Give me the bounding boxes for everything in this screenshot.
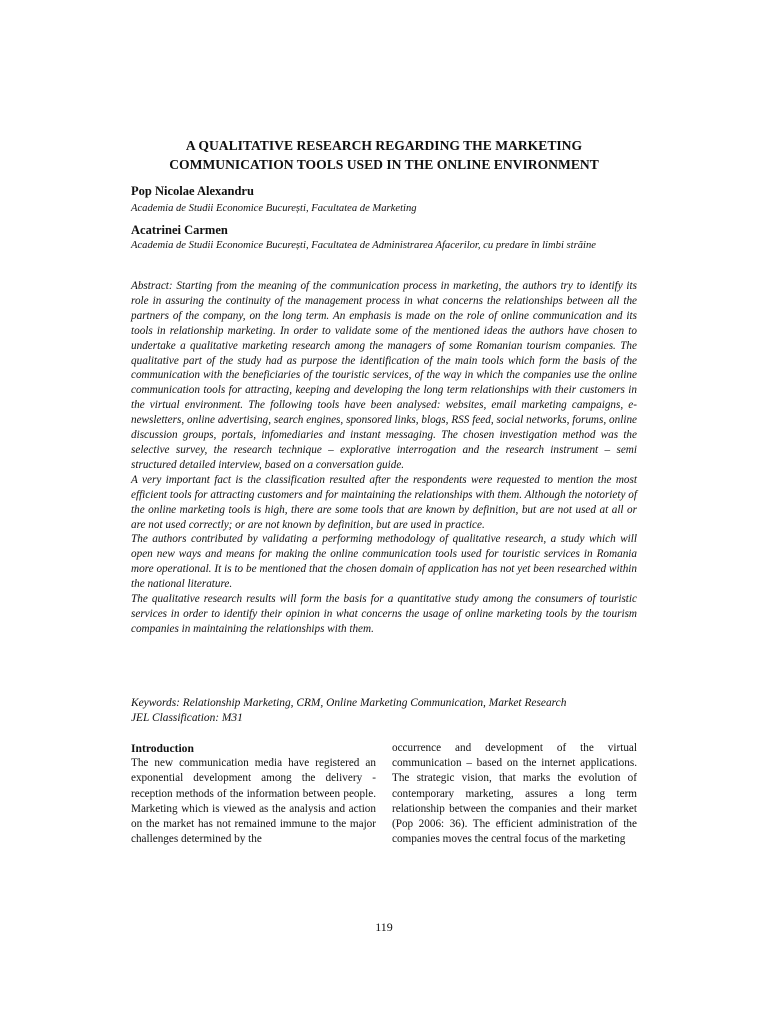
keywords: Keywords: Relationship Marketing, CRM, Online Marketing Communication, Market Research [131,697,567,709]
title-line-2: COMMUNICATION TOOLS USED IN THE ONLINE ENVIRONMENT [169,157,599,172]
abstract-paragraph-2: A very important fact is the classification resulted after the respondents were requested to mention the most efficient tools for attracting customers and for maintaining the relationships with them. Although the notoriety of the online marketing tools is high, there are some tools that are known by definition, but are not used at all or are not used correctly; or are not known by definition, but are used in practice. [131,473,637,531]
title-line-1: A QUALITATIVE RESEARCH REGARDING THE MARKETING [185,138,583,153]
paper-title [100,136,668,174]
keywords-block [131,696,637,725]
column-left [131,741,376,847]
abstract-paragraph-3: The authors contributed by validating a performing methodology of qualitative research, a study which will open new ways and means for making the online communication tools used for touristic services in Romania more operational. It is to be mentioned that the chosen domain of application has not yet been researched within the national literature. [131,533,637,591]
jel-classification: JEL Classification: M31 [131,711,243,724]
abstract [131,279,637,637]
author-affiliation-2: Academia de Studii Economice București, Facultatea de Administrarea Afacerilor, cu predare în limbi străine [131,240,596,251]
column-right [392,741,637,847]
page-number: 119 [375,920,393,934]
intro-text-left: The new communication media have registered an exponential development among the delivery - reception methods of the information between people. Marketing which is viewed as the analysis and action on the market has not remained immune to the major challenges determined by the [131,757,376,846]
author-name-2: Acatrinei Carmen [131,223,228,237]
intro-text-right: occurrence and development of the virtual communication – based on the internet applications. The strategic vision, that marks the evolution of contemporary marketing, assures a long term relationship between the companies and their market (Pop 2006: 36). The efficient administration of the companies moves the central focus of the marketing [392,742,637,846]
section-heading-introduction: Introduction [131,742,194,755]
abstract-paragraph-1: Abstract: Starting from the meaning of the communication process in marketing, the authors try to identify its role in assuring the continuity of the management process in what concerns the relationships between all the partners of the company, on the long term. An emphasis is made on the role of online communication and its tools in relationship marketing. In order to validate some of the mentioned ideas the authors have chosen to undertake a qualitative marketing research among the managers of some Romanian tourism companies. The qualitative part of the study had as purpose the identification of the main tools which form the basis of the communication with the beneficiaries of the touristic services, of the way in which the companies use the online communication tools for attracting, keeping and developing the long term relationships with their customers in the virtual environment. The following tools have been analysed: websites, email marketing campaigns, e-newsletters, online advertising, search engines, sponsored links, blogs, RSS feed, social networks, forums, online discussion groups, portals, infomediaries and instant messaging. The chosen investigation method was the selective survey, the research technique – explorative interrogation and the research instrument – semi structured detailed interview, based on a conversation guide. [131,280,637,471]
abstract-paragraph-4: The qualitative research results will form the basis for a quantitative study among the consumers of touristic services in order to identify their opinion in what concerns the usage of online marketing tools by the tourism companies in maintaining the relationships with them. [131,593,637,635]
author-affiliation-1: Academia de Studii Economice București, Facultatea de Marketing [131,203,417,214]
author-name-1: Pop Nicolae Alexandru [131,184,254,198]
